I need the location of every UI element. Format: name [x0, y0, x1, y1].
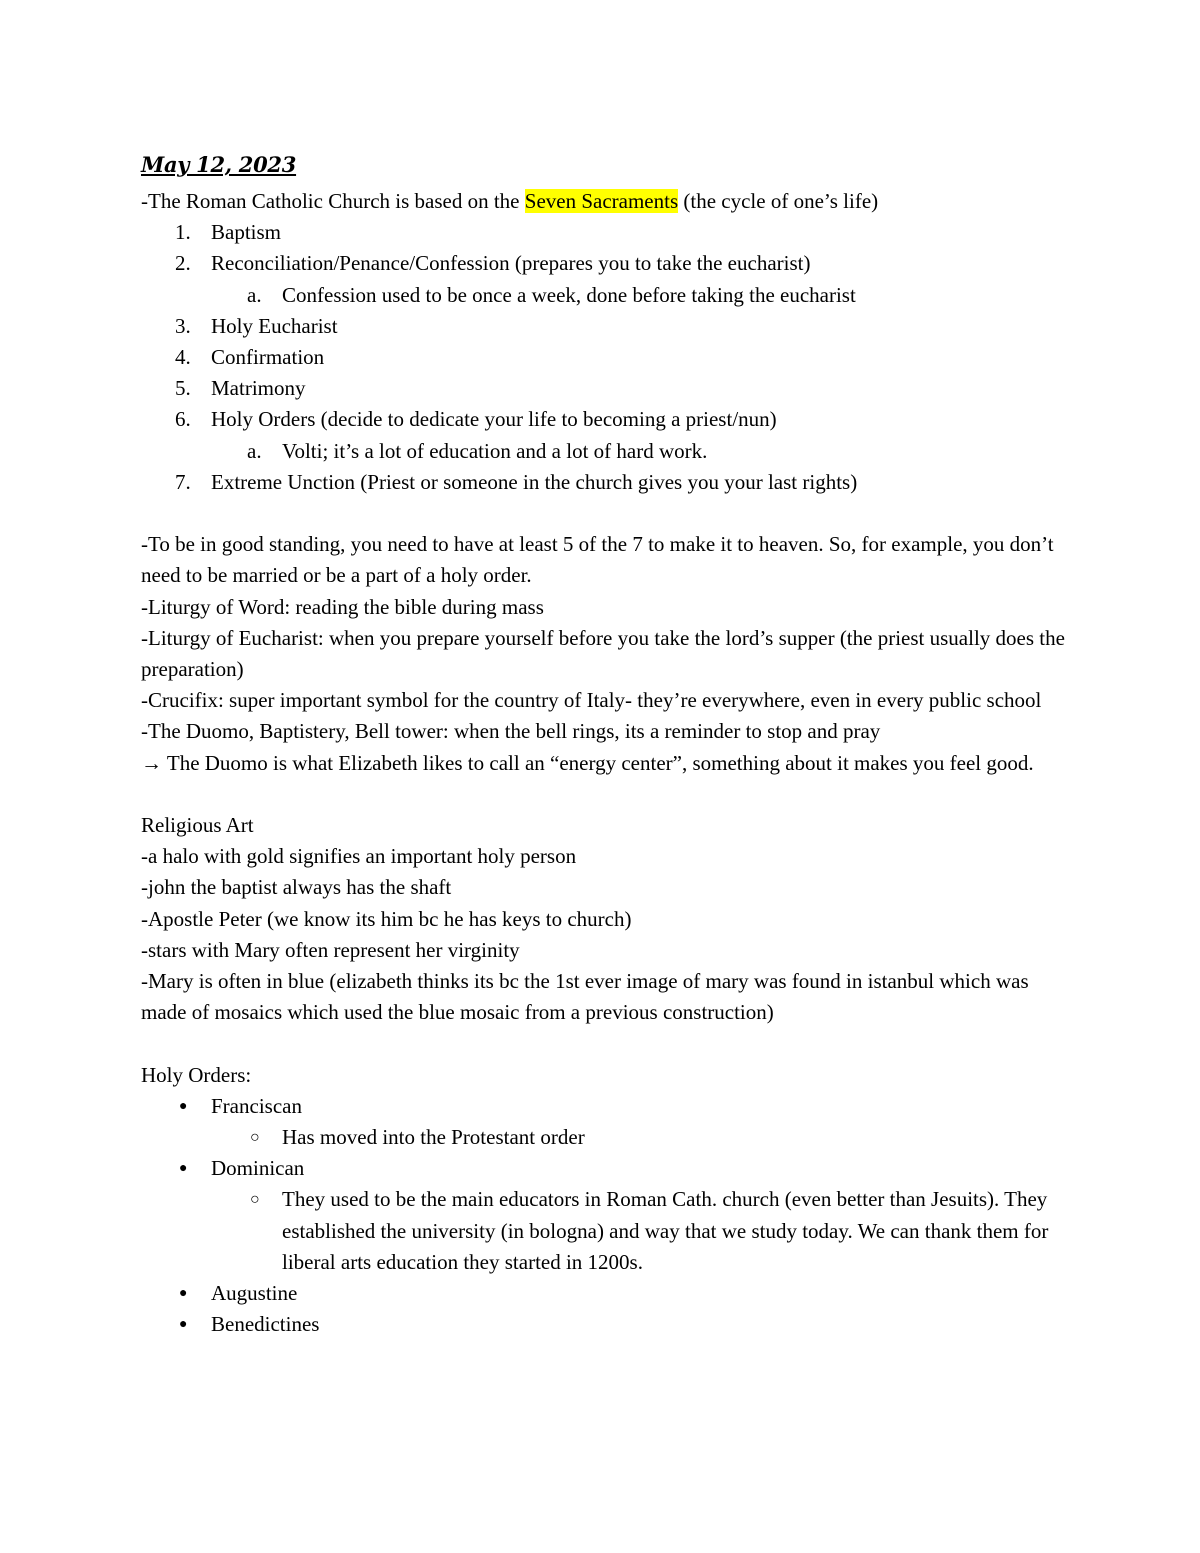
note-paragraph: -The Duomo, Baptistery, Bell tower: when the bell rings, its a reminder to stop and pray: [141, 719, 881, 744]
list-marker: a.: [247, 438, 262, 463]
page-title: May 12, 2023: [141, 152, 297, 177]
sub-list-item: [141, 436, 1071, 467]
list-item: [141, 373, 1071, 404]
section-heading: Religious Art: [141, 813, 254, 838]
list-marker: 1.: [175, 220, 191, 245]
bullet-icon: ●: [179, 1317, 188, 1333]
list-marker: 6.: [175, 407, 191, 432]
list-item-text: Reconciliation/Penance/Confession (prepares you to take the eucharist): [211, 251, 811, 276]
list-marker: a.: [247, 282, 262, 307]
bullet-text: They used to be the main educators in Roman Cath. church (even better than Jesuits). They established the university (in bologna) and way that we study today. We can thank them for liberal arts education they started in 1200s.: [282, 1187, 1049, 1274]
bullet-icon: ●: [179, 1161, 188, 1177]
highlighted-phrase: Seven Sacraments: [524, 189, 679, 213]
sub-list-item: [141, 280, 1071, 311]
section-heading: Holy Orders:: [141, 1062, 252, 1087]
list-marker: 5.: [175, 376, 191, 401]
list-marker: 3.: [175, 313, 191, 338]
bullet-item: [141, 1278, 1071, 1309]
bullet-text: Franciscan: [211, 1093, 302, 1118]
list-item: [141, 311, 1071, 342]
list-item-text: Baptism: [211, 220, 282, 245]
notes-section: [141, 529, 1071, 779]
intro-line: [141, 186, 1071, 217]
list-marker: 2.: [175, 251, 191, 276]
document-page: [141, 150, 1071, 1340]
list-marker: 4.: [175, 345, 191, 370]
bullet-item: [141, 1309, 1071, 1340]
intro-text-before: -The Roman Catholic Church is based on the: [141, 189, 525, 213]
note-paragraph: -Crucifix: super important symbol for the country of Italy- they’re everywhere, even in every public school: [141, 688, 1042, 713]
bullet-icon: ●: [179, 1098, 188, 1114]
list-item-text: Confession used to be once a week, done before taking the eucharist: [282, 282, 856, 307]
blank-line: [141, 779, 1071, 810]
circle-bullet-icon: ○: [250, 1191, 260, 1209]
circle-bullet-icon: ○: [250, 1129, 260, 1147]
holy-orders-section: [141, 1060, 1071, 1341]
bullet-icon: ●: [179, 1286, 188, 1302]
note-paragraph: -Liturgy of Word: reading the bible during mass: [141, 594, 544, 619]
list-item-text: Holy Eucharist: [211, 313, 338, 338]
sacraments-list: [141, 217, 1071, 498]
art-note: -a halo with gold signifies an important holy person: [141, 844, 577, 869]
bullet-text: Dominican: [211, 1156, 305, 1181]
art-note: -Apostle Peter (we know its him bc he has keys to church): [141, 906, 632, 931]
blank-line: [141, 498, 1071, 529]
bullet-text: Has moved into the Protestant order: [282, 1125, 585, 1150]
art-note: -Mary is often in blue (elizabeth thinks its bc the 1st ever image of mary was found in istanbul which was made of mosaics which used the blue mosaic from a previous construction): [141, 969, 1029, 1025]
list-item: [141, 217, 1071, 248]
bullet-item: [141, 1153, 1071, 1184]
list-item: [141, 342, 1071, 373]
list-item-text: Holy Orders (decide to dedicate your life to becoming a priest/nun): [211, 407, 777, 432]
sub-bullet-item: [141, 1122, 1071, 1153]
bullet-text: Benedictines: [211, 1312, 320, 1337]
list-item: [141, 404, 1071, 435]
list-marker: 7.: [175, 469, 191, 494]
note-paragraph: -To be in good standing, you need to have at least 5 of the 7 to make it to heaven. So, for example, you don’t need to be married or be a part of a holy order.: [141, 532, 1054, 588]
bullet-text: Augustine: [211, 1281, 298, 1306]
list-item-text: Extreme Unction (Priest or someone in the church gives you your last rights): [211, 469, 858, 494]
sub-bullet-item: [141, 1184, 1071, 1278]
list-item: [141, 467, 1071, 498]
note-paragraph: → The Duomo is what Elizabeth likes to call an “energy center”, something about it makes you feel good.: [141, 750, 1034, 775]
intro-text-after: (the cycle of one’s life): [678, 189, 879, 213]
note-paragraph: -Liturgy of Eucharist: when you prepare yourself before you take the lord’s supper (the priest usually does the preparation): [141, 625, 1065, 682]
list-item-text: Matrimony: [211, 376, 306, 401]
list-item: [141, 248, 1071, 279]
bullet-item: [141, 1091, 1071, 1122]
art-note: -stars with Mary often represent her virginity: [141, 937, 520, 962]
list-item-text: Confirmation: [211, 345, 325, 370]
blank-line: [141, 1028, 1071, 1059]
art-note: -john the baptist always has the shaft: [141, 875, 452, 900]
list-item-text: Volti; it’s a lot of education and a lot of hard work.: [282, 438, 708, 463]
religious-art-section: [141, 810, 1071, 1028]
